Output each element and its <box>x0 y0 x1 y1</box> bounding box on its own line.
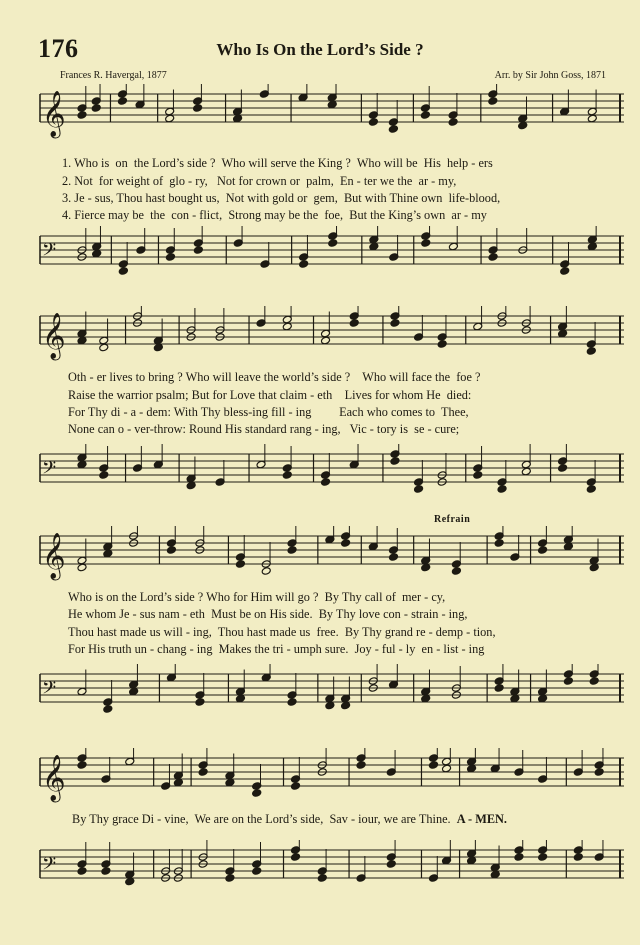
note-head <box>165 114 175 123</box>
note-head <box>589 677 599 686</box>
note-head <box>328 239 338 248</box>
treble-staff <box>0 748 640 808</box>
note-head <box>368 118 378 127</box>
note-head <box>587 242 597 251</box>
note-head <box>99 343 109 352</box>
note-head <box>101 867 111 876</box>
note-head <box>77 460 87 469</box>
note-head <box>420 111 430 120</box>
note-head <box>91 104 101 113</box>
note-head <box>195 698 205 707</box>
verse-line: For His truth un - chang - ing Makes the tri - umph sure. Joy - ful - ly en - list - ing <box>68 642 485 656</box>
note-head <box>594 768 604 777</box>
note-head <box>514 853 524 862</box>
note-head <box>538 546 548 555</box>
note-head <box>299 260 309 269</box>
note-head <box>77 111 87 120</box>
note-head <box>494 684 504 693</box>
note-head <box>166 546 176 555</box>
note-head <box>510 694 520 703</box>
hymn-title: Who Is On the Lord’s Side ? <box>216 40 424 59</box>
note-head <box>390 319 400 328</box>
verse-line: Who is on the Lord’s side ? Who for Him will go ? By Thy call of mer - cy, <box>68 590 446 604</box>
note-head <box>321 336 331 345</box>
bass-clef-icon: 𝄢 <box>42 240 57 265</box>
note-head <box>560 267 570 276</box>
note-head <box>291 782 301 791</box>
note-head <box>153 343 163 352</box>
bass-clef-icon: 𝄢 <box>42 854 57 879</box>
note-head <box>586 347 596 356</box>
verse-line: Thou hast made us will - ing, Thou hast made us free. By Thy grand re - demp - tion, <box>68 625 496 639</box>
note-head <box>252 789 262 798</box>
note-head <box>389 553 399 562</box>
note-head <box>356 761 366 770</box>
verse-line: None can o - ver-throw: Round His standard rang - ing, Vic - tory is se - cure; <box>68 422 460 436</box>
note-head <box>558 329 568 338</box>
note-head <box>349 319 359 328</box>
treble-clef-icon: 𝄞 <box>42 533 66 579</box>
note-head <box>497 485 507 494</box>
treble-staff <box>0 306 640 366</box>
note-head <box>235 560 245 569</box>
note-head <box>287 698 297 707</box>
note-head <box>186 481 196 490</box>
note-head <box>414 485 424 494</box>
note-head <box>390 457 400 466</box>
note-head <box>494 539 504 548</box>
note-head <box>77 336 87 345</box>
note-head <box>77 867 87 876</box>
refrain-label: Refrain <box>434 514 471 525</box>
note-head <box>589 563 599 572</box>
note-head <box>488 97 498 106</box>
note-head <box>103 549 113 558</box>
verse-line: 3. Je - sus, Thou hast bought us, Not with gold or gem, But with Thine own life-blood, <box>62 191 501 205</box>
note-head <box>388 125 398 134</box>
verse-line: 4. Fierce may be the con - flict, Strong may be the foe, But the King’s own ar - my <box>62 208 487 222</box>
note-head <box>235 694 245 703</box>
note-head <box>473 471 483 480</box>
note-head <box>586 485 596 494</box>
verse-line: He whom Je - sus nam - eth Must be on His side. By Thy love con - strain - ing, <box>68 607 468 621</box>
bass-staff <box>0 664 640 724</box>
note-head <box>369 242 379 251</box>
note-head <box>225 874 235 883</box>
note-head <box>165 253 175 262</box>
note-head <box>325 701 335 710</box>
bass-clef-icon: 𝄢 <box>42 458 57 483</box>
bass-staff <box>0 444 640 504</box>
note-head <box>448 118 458 127</box>
note-head <box>538 694 548 703</box>
note-head <box>488 253 498 262</box>
note-head <box>77 563 87 572</box>
note-head <box>341 539 351 548</box>
note-head <box>198 768 208 777</box>
note-head <box>437 340 447 349</box>
note-head <box>573 853 583 862</box>
note-head <box>467 856 477 865</box>
treble-clef-icon: 𝄞 <box>42 313 66 359</box>
note-head <box>317 874 327 883</box>
note-head <box>117 97 127 106</box>
note-head <box>341 701 351 710</box>
note-head <box>282 322 292 331</box>
note-head <box>225 778 235 787</box>
bass-staff <box>0 840 640 900</box>
note-head <box>261 567 271 576</box>
note-head <box>421 563 431 572</box>
note-head <box>386 860 396 869</box>
note-head <box>563 677 573 686</box>
verse-line: 1. Who is on the Lord’s side ? Who will serve the King ? Who will be His help - ers <box>62 156 493 170</box>
note-head <box>442 764 452 773</box>
note-head <box>563 542 573 551</box>
treble-staff <box>0 526 640 586</box>
note-head <box>125 877 135 886</box>
note-head <box>173 778 183 787</box>
note-head <box>118 267 128 276</box>
note-head <box>103 705 113 714</box>
note-head <box>193 246 203 255</box>
note-head <box>587 114 597 123</box>
music-credit: Arr. by Sir John Goss, 1871 <box>494 70 606 81</box>
note-head <box>467 764 477 773</box>
note-head <box>193 104 203 113</box>
note-head <box>558 464 568 473</box>
note-head <box>421 239 431 248</box>
note-head <box>429 761 439 770</box>
note-head <box>521 467 531 476</box>
note-head <box>291 853 301 862</box>
treble-staff <box>0 84 640 144</box>
note-head <box>252 867 262 876</box>
note-head <box>321 478 331 487</box>
note-head <box>99 471 109 480</box>
note-head <box>421 694 431 703</box>
note-head <box>490 870 500 879</box>
words-credit: Frances R. Havergal, 1877 <box>60 70 167 81</box>
note-head <box>129 687 139 696</box>
note-head <box>287 546 297 555</box>
note-head <box>282 471 292 480</box>
verse-line: By Thy grace Di - vine, We are on the Lord’s side, Sav - iour, we are Thine. A - MEN. <box>72 812 507 826</box>
note-head <box>233 114 243 123</box>
note-head <box>327 100 337 109</box>
note-head <box>77 761 87 770</box>
verse-line: 2. Not for weight of glo - ry, Not for crown or palm, En - ter we the ar - my, <box>62 174 457 188</box>
treble-clef-icon: 𝄞 <box>42 91 66 137</box>
verse-line: Raise the warrior psalm; But for Love that claim - eth Lives for whom He died: <box>68 388 472 402</box>
bass-staff <box>0 226 640 286</box>
note-head <box>538 853 548 862</box>
note-head <box>92 249 102 258</box>
treble-clef-icon: 𝄞 <box>42 755 66 801</box>
note-head <box>518 121 528 130</box>
bass-clef-icon: 𝄢 <box>42 678 57 703</box>
verse-line: Oth - er lives to bring ? Who will leave the world’s side ? Who will face the foe ? <box>68 370 481 384</box>
verse-line: For Thy di - a - dem: With Thy bless-ing fill - ing Each who comes to Thee, <box>68 405 469 419</box>
hymn-number: 176 <box>38 34 79 63</box>
note-head <box>451 567 461 576</box>
